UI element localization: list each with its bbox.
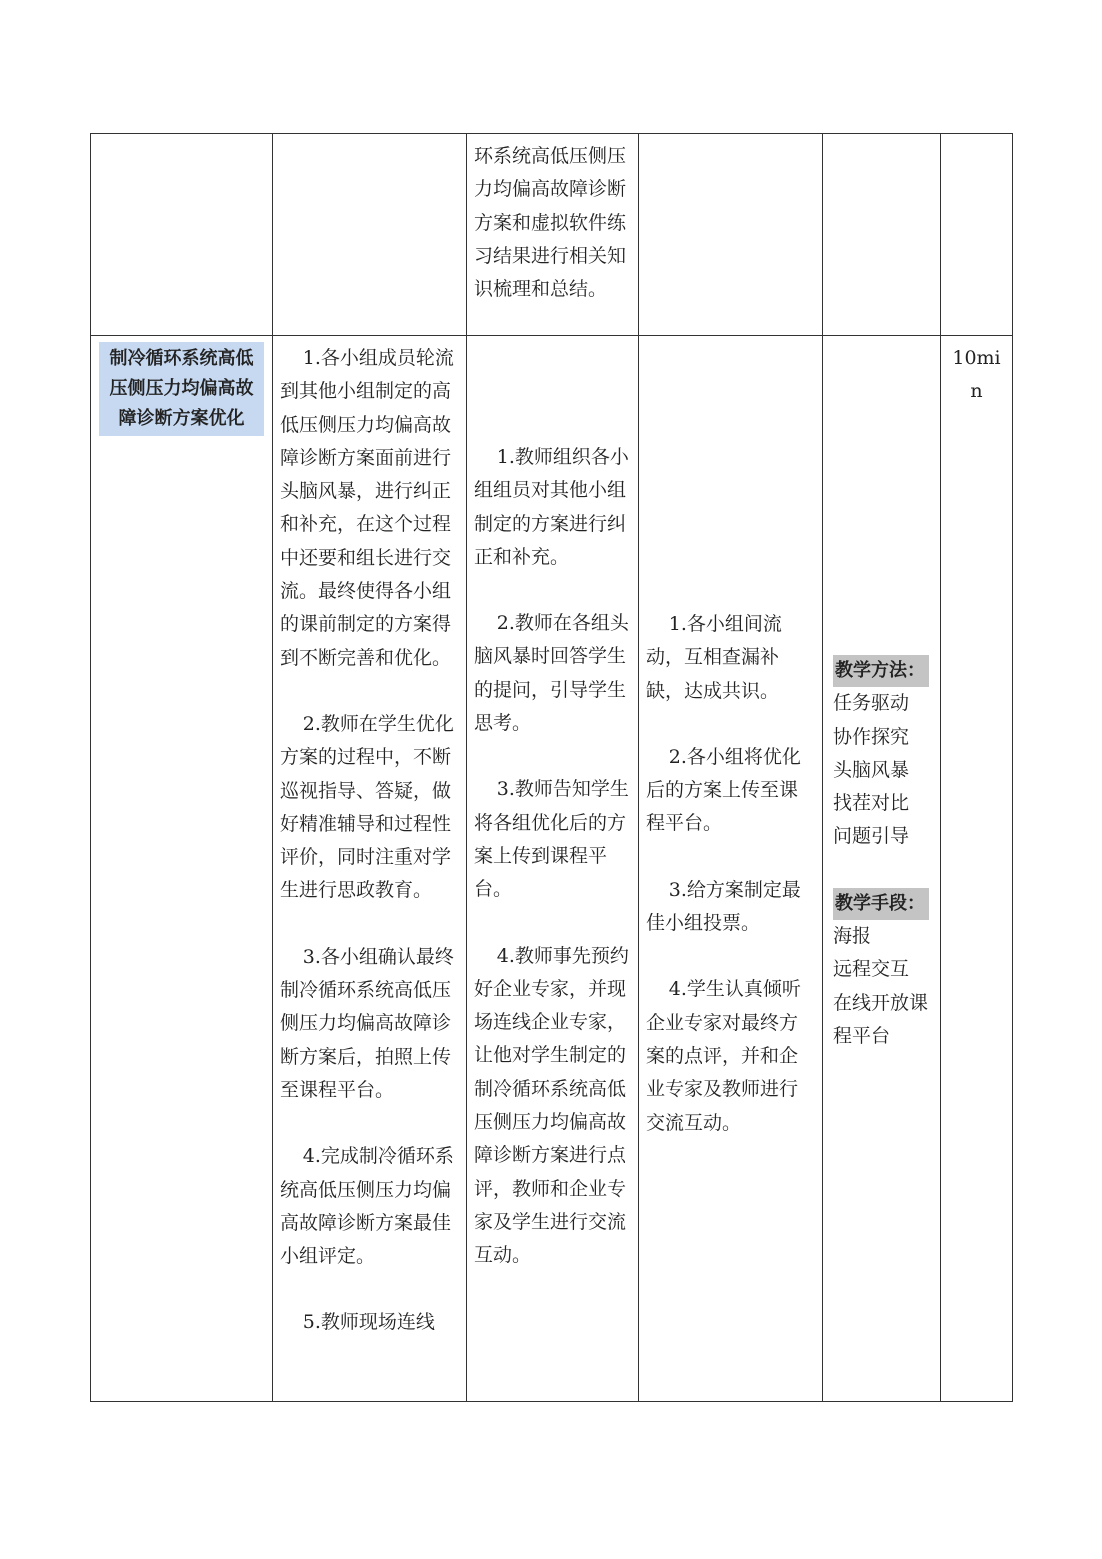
- method-item: 任务驱动: [833, 692, 910, 715]
- teacher-activity-1: 1.教师组织各小组组员对其他小组制定的方案进行纠正和补充。: [474, 446, 629, 568]
- student-activity-4: 4.完成制冷循环系统高低压侧压力均偏高故障诊断方案最佳小组评定。: [280, 1145, 454, 1268]
- teacher-activity-4: 4.教师事先预约好企业专家，并现场连线企业专家，让他对学生制定的制冷循环系统高低压侧压力均偏高故障诊断方案进行点评，教师和企业专家及学生进行交流互动。: [474, 944, 629, 1267]
- student-activity-cell: [273, 336, 467, 1402]
- section-title-cell: [91, 336, 273, 1402]
- duration: 10min: [952, 347, 1001, 403]
- method-item: 问题引导: [833, 825, 910, 848]
- design-intent-2: 2.各小组将优化后的方案上传至课程平台。: [646, 745, 801, 835]
- means-label: 教学手段：: [833, 888, 929, 920]
- student-activity-2: 2.教师在学生优化方案的过程中，不断巡视指导、答疑，做好精准辅导和过程性评价，同时注重对学生进行思政教育。: [280, 712, 454, 902]
- table-row: [91, 336, 1013, 1402]
- design-intent-3: 3.给方案制定最佳小组投票。: [646, 878, 801, 935]
- method-cell-empty: [823, 134, 941, 336]
- lesson-plan-table: [90, 133, 1013, 1402]
- duration-cell: [941, 336, 1013, 1402]
- method-cell: [823, 336, 941, 1402]
- design-intent-cell: [639, 336, 823, 1402]
- means-item: 在线开放课程平台: [833, 991, 929, 1047]
- student-activity-1: 1.各小组成员轮流到其他小组制定的高低压侧压力均偏高故障诊断方案面前进行头脑风暴，进行纠正和补充，在这个过程中还要和组长进行交流。最终使得各小组的课前制定的方案得到不断完善和优化。: [280, 347, 454, 669]
- student-activity-3: 3.各小组确认最终制冷循环系统高低压侧压力均偏高故障诊断方案后，拍照上传至课程平台。: [280, 945, 454, 1101]
- student-cell-empty: [273, 134, 467, 336]
- means-item: 海报: [833, 925, 872, 948]
- method-item: 头脑风暴: [833, 758, 910, 781]
- student-activity-5: 5.教师现场连线: [302, 1311, 435, 1334]
- time-cell-empty: [941, 134, 1013, 336]
- teacher-activity-cell: [467, 134, 639, 336]
- teacher-activity-text: 环系统高低压侧压力均偏高故障诊断方案和虚拟软件练习结果进行相关知识梳理和总结。: [474, 145, 627, 301]
- section-title: 制冷循环系统高低压侧压力均偏高故障诊断方案优化: [99, 342, 264, 436]
- method-item: 协作探究: [833, 725, 910, 748]
- means-item: 远程交互: [833, 958, 910, 981]
- teacher-activity-cell: [467, 336, 639, 1402]
- design-cell-empty: [639, 134, 823, 336]
- methods-label: 教学方法：: [833, 655, 929, 687]
- teacher-activity-3: 3.教师告知学生将各组优化后的方案上传到课程平台。: [474, 778, 629, 901]
- teacher-activity-2: 2.教师在各组头脑风暴时回答学生的提问，引导学生思考。: [474, 612, 629, 735]
- method-item: 找茬对比: [833, 792, 910, 815]
- table-row: [91, 134, 1013, 336]
- design-intent-1: 1.各小组间流动，互相查漏补缺，达成共识。: [646, 613, 782, 702]
- section-cell-empty: [91, 134, 273, 336]
- design-intent-4: 4.学生认真倾听企业专家对最终方案的点评，并和企业专家及教师进行交流互动。: [646, 978, 801, 1134]
